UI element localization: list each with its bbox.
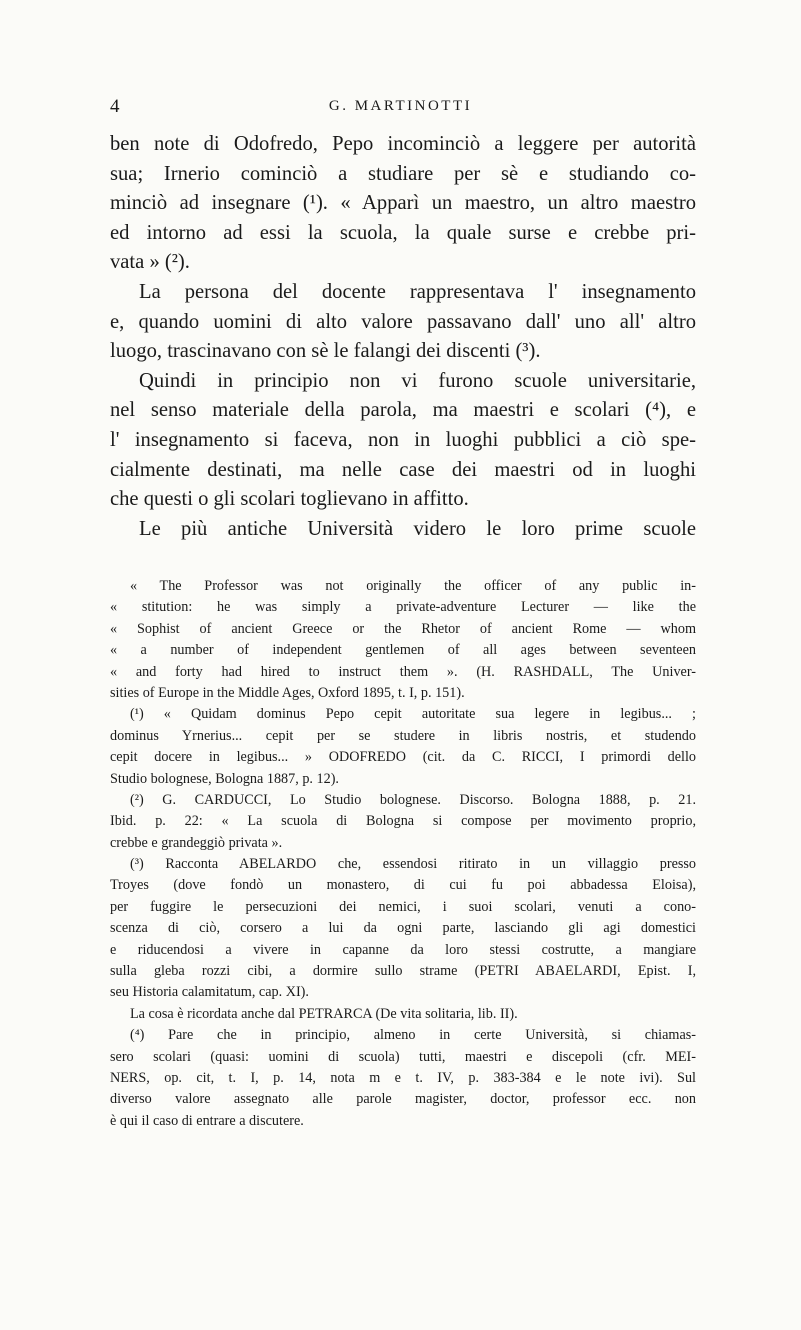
footnote-line: Ibid. p. 22: « La scuola di Bologna si compose per movimento proprio,	[110, 813, 696, 830]
page-number: 4	[110, 96, 120, 117]
body-line: e, quando uomini di alto valore passavano dall' uno all' altro	[110, 310, 696, 333]
body-line: Quindi in principio non vi furono scuole universitarie,	[139, 369, 696, 392]
footnote-line: sero scolari (quasi: uomini di scuola) tutti, maestri e discepoli (cfr. MEI-	[110, 1048, 696, 1065]
body-line: La persona del docente rappresentava l' insegnamento	[139, 280, 696, 303]
footnote-line: dominus Yrnerius... cepit per se studere in libris nostris, et studendo	[110, 727, 696, 744]
footnote-line: (¹) « Quidam dominus Pepo cepit autoritate sua legere in legibus... ;	[130, 706, 696, 723]
footnote-line: diverso valore assegnato alle parole magister, doctor, professor ecc. non	[110, 1091, 696, 1108]
body-line: ben note di Odofredo, Pepo incominciò a leggere per autorità	[110, 133, 696, 155]
body-line: Le più antiche Università videro le loro prime scuole	[139, 517, 696, 540]
footnote-line: La cosa è ricordata anche dal PETRARCA (De vita solitaria, lib. II).	[130, 1005, 518, 1022]
footnote-line: Troyes (dove fondò un monastero, di cui fu poi abbadessa Eloisa),	[110, 877, 696, 894]
footnote-line: e riducendosi a vivere in capanne da loro stessi costrutte, a mangiare	[110, 941, 696, 958]
body-line: l' insegnamento si faceva, non in luoghi pubblici a ciò spe-	[110, 428, 696, 451]
footnote-line: Studio bolognese, Bologna 1887, p. 12).	[110, 770, 339, 787]
body-line: ed intorno ad essi la scuola, la quale surse e crebbe pri-	[110, 221, 696, 244]
body-line: luogo, trascinavano con sè le falangi dei discenti (³).	[110, 340, 541, 363]
footnote-line: sulla gleba rozzi cibi, a dormire sullo strame (PETRI ABAELARDI, Epist. I,	[110, 963, 696, 980]
footnote-line: per fuggire le persecuzioni dei nemici, i suoi scolari, venuti a cono-	[110, 898, 696, 915]
footnote-line: (³) Racconta ABELARDO che, essendosi ritirato in un villaggio presso	[130, 856, 696, 873]
footnote-line: cepit docere in legibus... » ODOFREDO (cit. da C. RICCI, I primordi dello	[110, 749, 696, 766]
footnote-line: NERS, op. cit, t. I, p. 14, nota m e t. IV, p. 383-384 e le note ivi). Sul	[110, 1069, 696, 1086]
body-line: nel senso materiale della parola, ma maestri e scolari (⁴), e	[110, 399, 696, 422]
page-header	[0, 96, 801, 122]
footnote-line: « stitution: he was simply a private-adventure Lecturer — like the	[110, 599, 696, 616]
footnote-line: « Sophist of ancient Greece or the Rhetor of ancient Rome — whom	[110, 620, 696, 637]
running-head: G. MARTINOTTI	[328, 98, 473, 114]
footnote-line: è qui il caso di entrare a discutere.	[110, 1112, 304, 1129]
body-line: minciò ad insegnare (¹). « Apparì un maestro, un altro maestro	[110, 192, 696, 215]
main-text	[110, 130, 696, 544]
footnote-line: crebbe e grandeggiò privata ».	[110, 834, 283, 851]
footnote-line: (⁴) Pare che in principio, almeno in certe Università, si chiamas-	[130, 1027, 696, 1044]
footnote-line: (²) G. CARDUCCI, Lo Studio bolognese. Discorso. Bologna 1888, p. 21.	[130, 791, 696, 808]
footnotes	[110, 576, 696, 1132]
body-line: sua; Irnerio cominciò a studiare per sè e studiando co-	[110, 162, 696, 185]
body-line: vata » (²).	[110, 251, 190, 274]
body-line: che questi o gli scolari toglievano in affitto.	[110, 488, 469, 511]
footnote-line: seu Historia calamitatum, cap. XI).	[110, 984, 309, 1001]
footnote-line: « and forty had hired to instruct them ». (H. RASHDALL, The Univer-	[110, 663, 696, 680]
footnote-line: scenza di ciò, corsero a lui da ogni parte, lasciando gli agi domestici	[110, 920, 696, 937]
footnote-line: « The Professor was not originally the officer of any public in-	[130, 578, 696, 594]
footnote-line: « a number of independent gentlemen of all ages between seventeen	[110, 642, 696, 659]
body-line: cialmente destinati, ma nelle case dei maestri od in luoghi	[110, 458, 696, 481]
footnote-line: sities of Europe in the Middle Ages, Oxford 1895, t. I, p. 151).	[110, 684, 465, 701]
